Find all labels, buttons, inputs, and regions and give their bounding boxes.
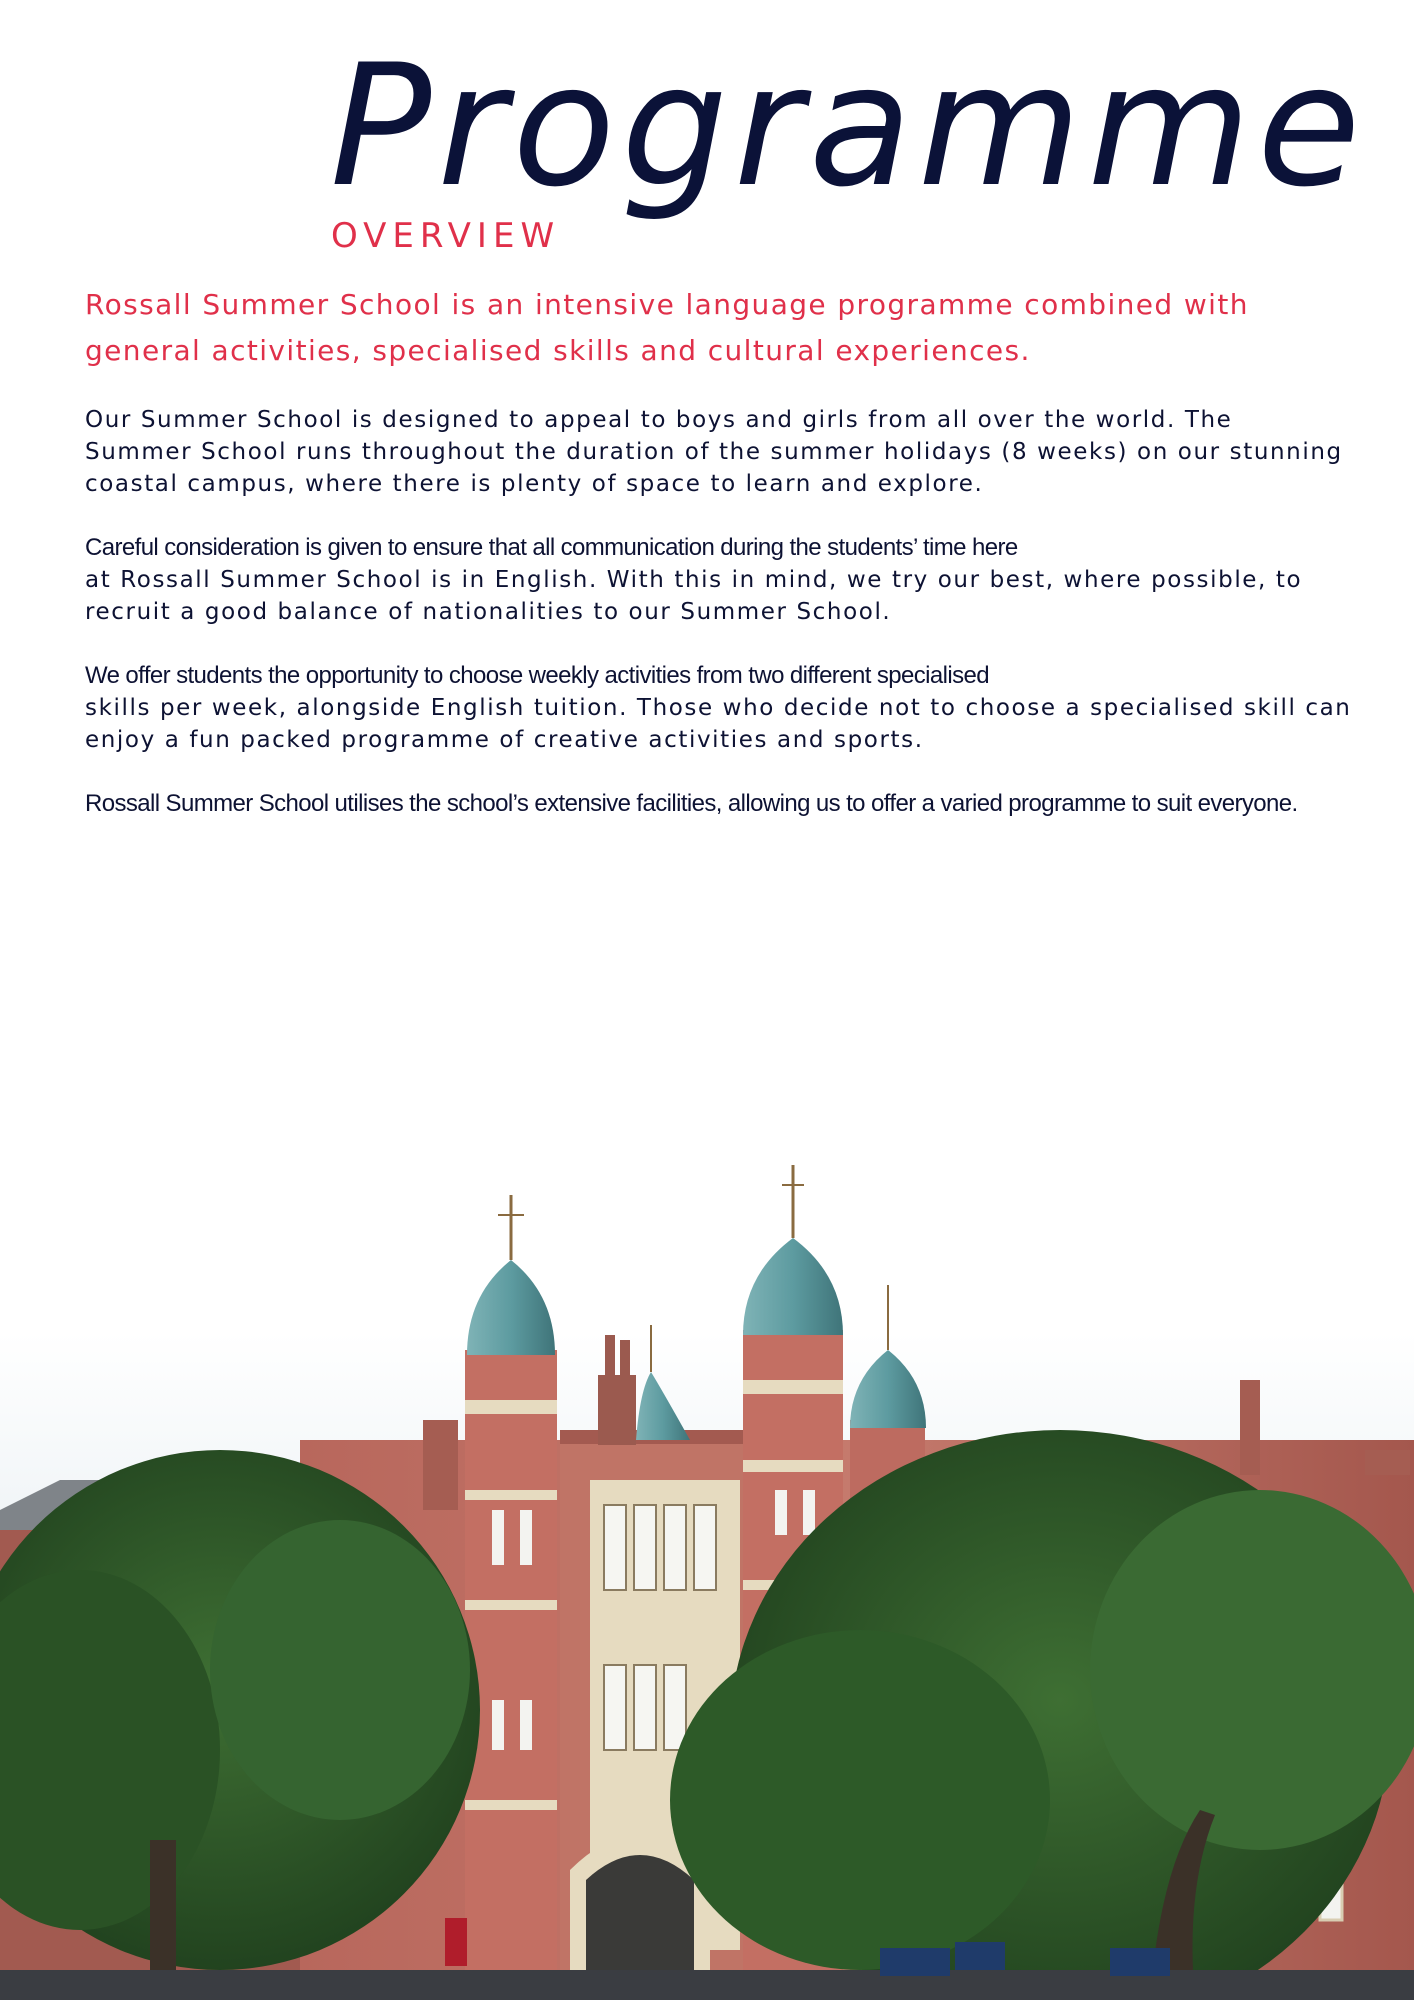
school-building-illustration [0, 1110, 1414, 2000]
page-subtitle: OVERVIEW [331, 216, 561, 256]
paragraph-line: Summer School runs throughout the duration of the summer holidays (8 weeks) on our stunning [85, 439, 1343, 465]
paragraph-line: Our Summer School is designed to appeal to boys and girls from all over the world. The [85, 407, 1233, 433]
paragraph-2 [85, 532, 1345, 628]
body-text [85, 404, 1352, 852]
paragraph-3 [85, 660, 1352, 756]
intro-text: Rossall Summer School is an intensive language programme combined with general activities, specialised skills and cultural experiences. [85, 288, 1249, 367]
page-title: Programme [330, 28, 1367, 224]
paragraph-line: Rossall Summer School utilises the school’s extensive facilities, allowing us to offer a varied programme to suit everyone. [85, 790, 1298, 817]
school-building-photo [0, 1110, 1414, 2000]
paragraph-1 [85, 404, 1345, 500]
paragraph-line: enjoy a fun packed programme of creative activities and sports. [85, 727, 924, 753]
paragraph-4 [85, 788, 1345, 820]
paragraph-line: We offer students the opportunity to choose weekly activities from two different specialised [85, 662, 989, 689]
paragraph-line: skills per week, alongside English tuition. Those who decide not to choose a specialised skill can [85, 695, 1352, 721]
paragraph-line: coastal campus, where there is plenty of space to learn and explore. [85, 471, 984, 497]
paragraph-line: Careful consideration is given to ensure that all communication during the students’ time here [85, 534, 1018, 561]
paragraph-line: recruit a good balance of nationalities to our Summer School. [85, 599, 892, 625]
paragraph-line: at Rossall Summer School is in English. With this in mind, we try our best, where possible, to [85, 567, 1303, 593]
